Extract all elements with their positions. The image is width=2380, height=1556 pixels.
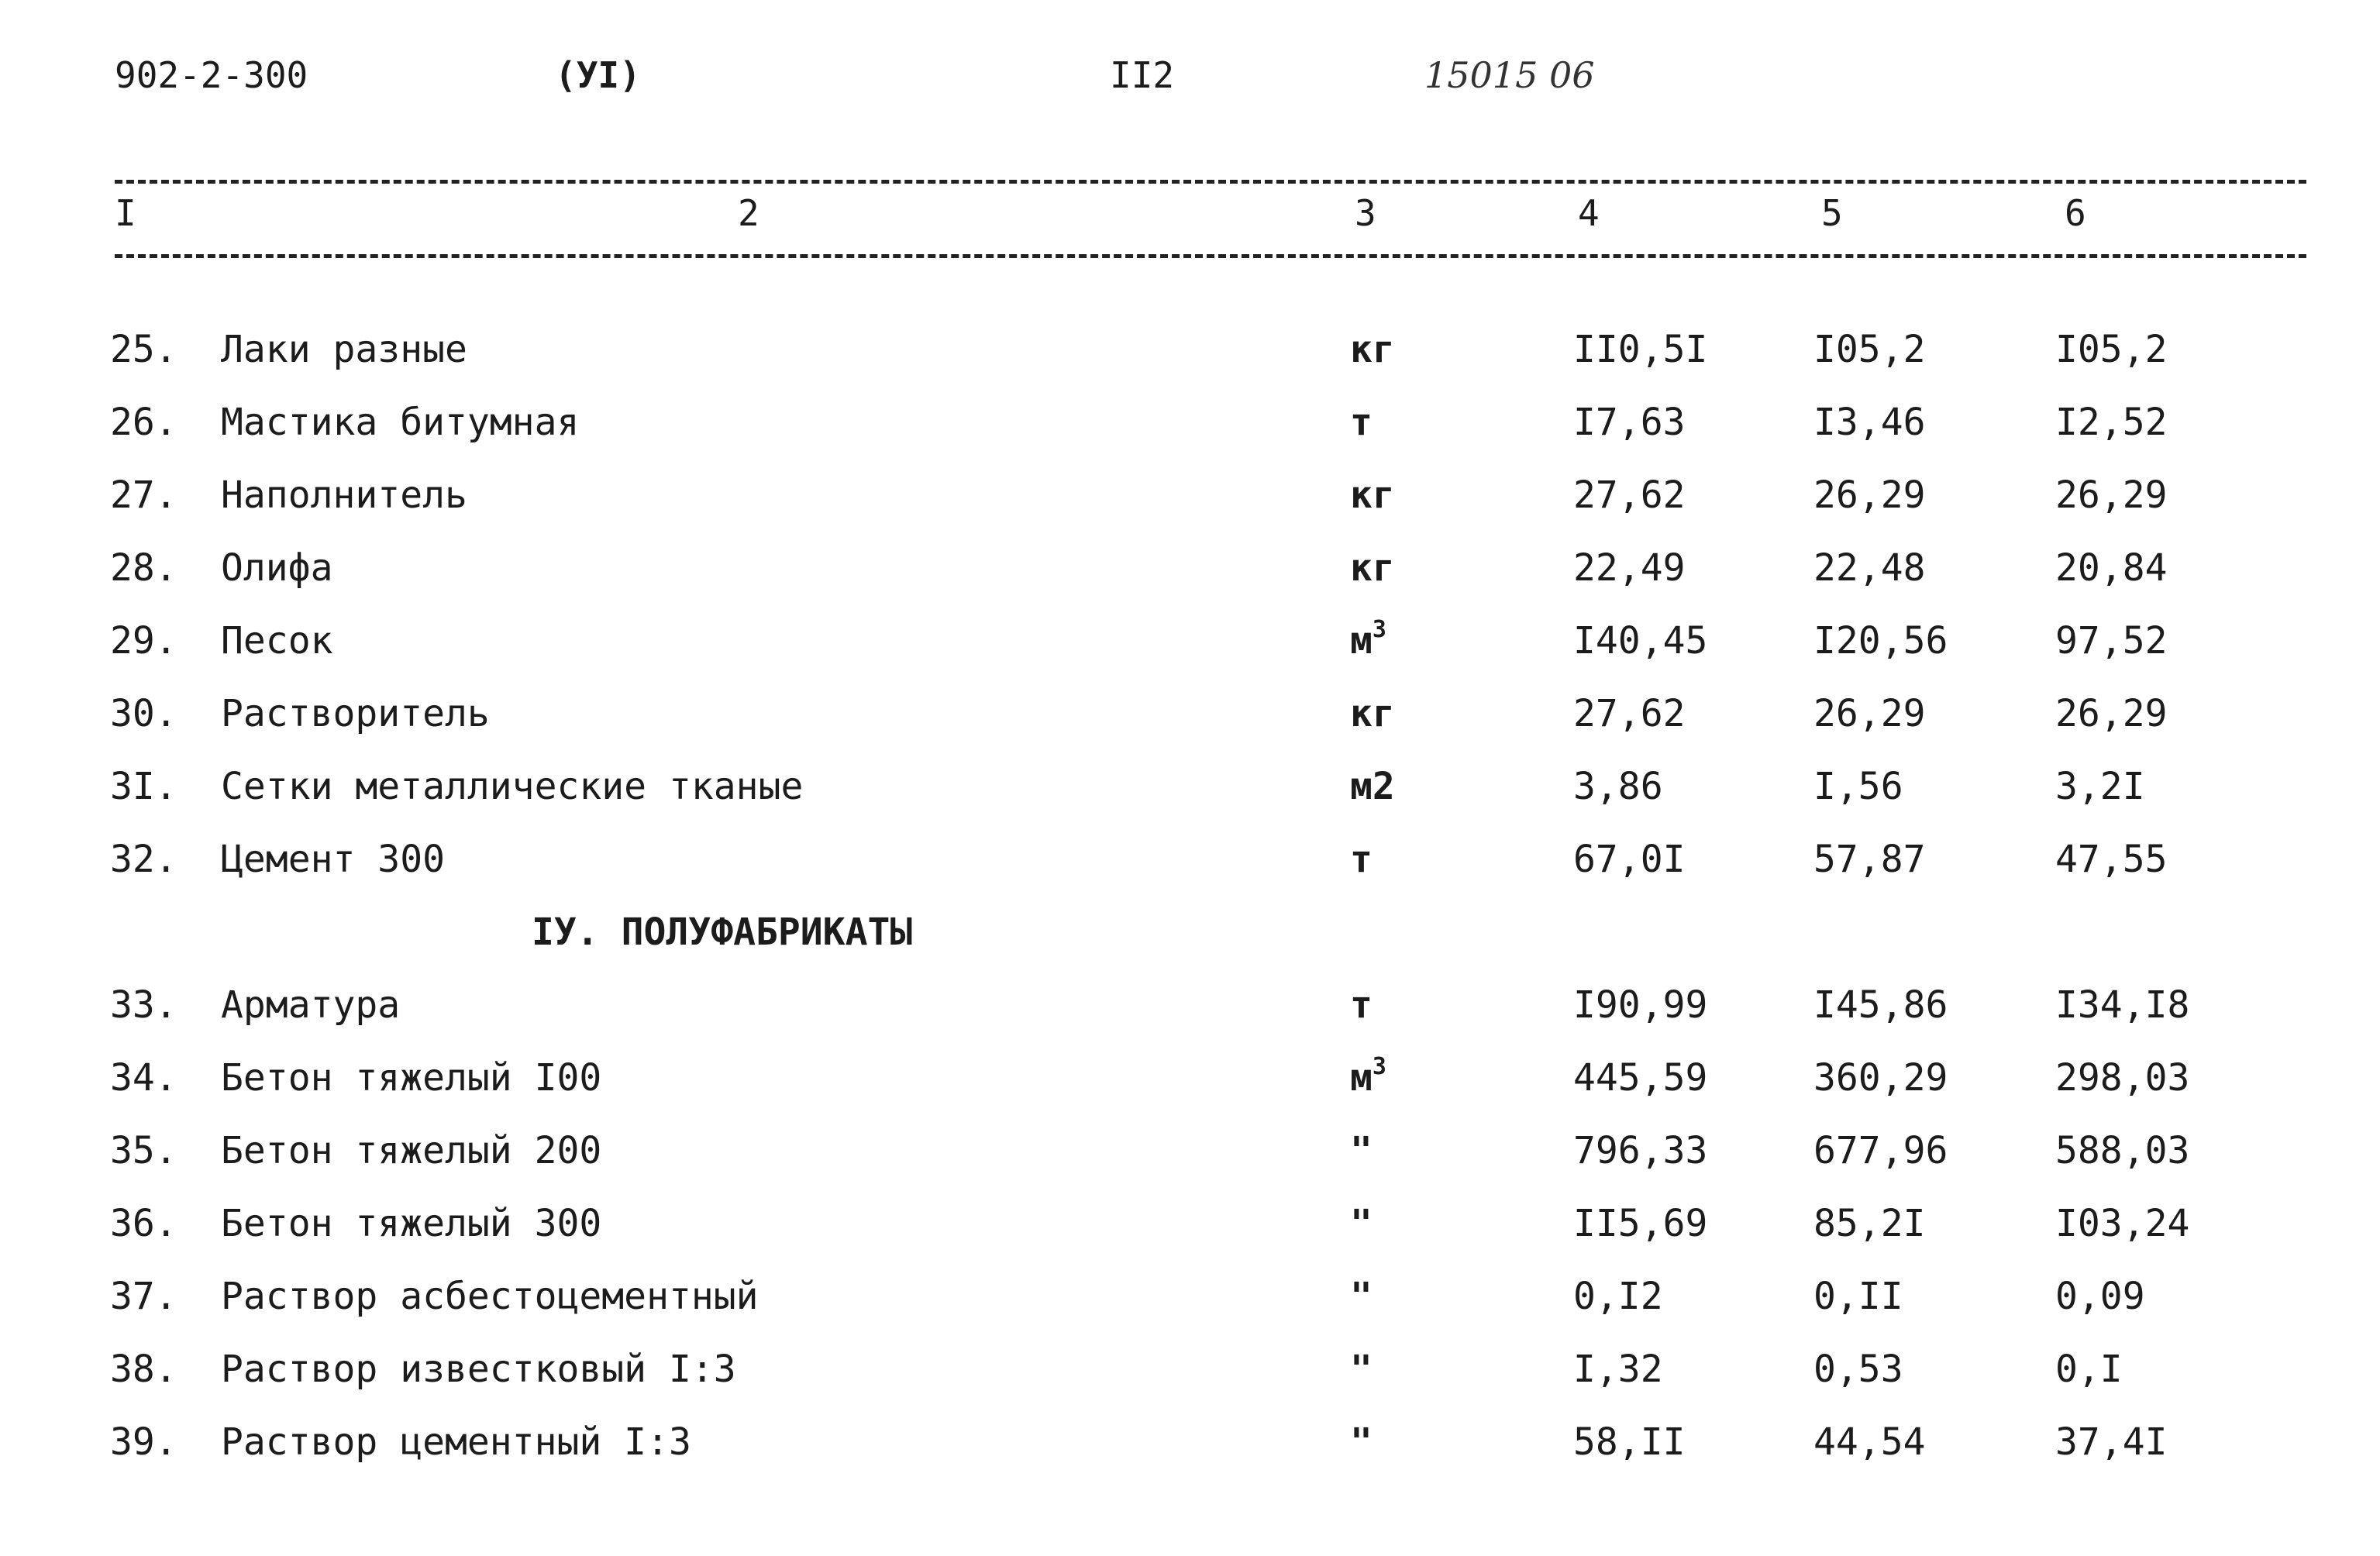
unit: т <box>1350 983 1373 1027</box>
value-col-5: 0,II <box>1813 1275 1903 1318</box>
section-heading: IУ. ПОЛУФАБРИКАТЫ <box>532 911 913 954</box>
row-number: 33. <box>110 983 177 1027</box>
value-col-4: I90,99 <box>1573 983 1708 1027</box>
material-name: Раствор известковый I:3 <box>221 1348 736 1391</box>
material-name: Бетон тяжелый 200 <box>221 1129 602 1172</box>
column-header-2: 2 <box>738 192 759 234</box>
row-number: 36. <box>110 1202 177 1245</box>
value-col-4: 27,62 <box>1573 473 1686 517</box>
material-name: Бетон тяжелый I00 <box>221 1056 602 1100</box>
value-col-6: I2,52 <box>2055 401 2168 444</box>
value-col-5: 57,87 <box>1813 838 1926 881</box>
value-col-6: 20,84 <box>2055 546 2168 590</box>
unit: кг <box>1350 692 1395 735</box>
unit: м2 <box>1350 765 1395 808</box>
row-number: 25. <box>110 328 177 371</box>
row-number: 35. <box>110 1129 177 1172</box>
value-col-4: 445,59 <box>1573 1056 1708 1100</box>
material-name: Мастика битумная <box>221 401 580 444</box>
value-col-6: 588,03 <box>2055 1129 2190 1172</box>
unit: кг <box>1350 328 1395 371</box>
value-col-4: I,32 <box>1573 1348 1663 1391</box>
material-name: Олифа <box>221 546 333 590</box>
unit: т <box>1350 838 1373 881</box>
row-number: 27. <box>110 473 177 517</box>
table-row <box>0 750 2380 823</box>
value-col-5: 44,54 <box>1813 1420 1926 1464</box>
unit: $м^3$ <box>1350 1053 1386 1100</box>
value-col-4: 22,49 <box>1573 546 1686 590</box>
value-col-6: 26,29 <box>2055 692 2168 735</box>
column-header-4: 4 <box>1578 192 1600 234</box>
value-col-5: 22,48 <box>1813 546 1926 590</box>
value-col-5: I05,2 <box>1813 328 1926 371</box>
row-number: 39. <box>110 1420 177 1464</box>
value-col-6: 0,I <box>2055 1348 2123 1391</box>
table-row <box>0 677 2380 750</box>
value-col-6: I34,I8 <box>2055 983 2190 1027</box>
value-col-6: I03,24 <box>2055 1202 2190 1245</box>
unit-exponent: 3 <box>1372 616 1386 643</box>
value-col-6: 97,52 <box>2055 619 2168 663</box>
unit: кг <box>1350 546 1395 590</box>
page-number: II2 <box>1110 54 1175 96</box>
value-col-6: I05,2 <box>2055 328 2168 371</box>
table-header-bottom-rule <box>115 254 2306 258</box>
section-code: (УI) <box>555 54 641 96</box>
table-row <box>0 1260 2380 1333</box>
table-row <box>0 604 2380 677</box>
row-number: 34. <box>110 1056 177 1100</box>
row-number: 38. <box>110 1348 177 1391</box>
document-code: 902-2-300 <box>115 54 308 96</box>
value-col-6: 298,03 <box>2055 1056 2190 1100</box>
table-row <box>0 459 2380 532</box>
unit: " <box>1350 1275 1373 1318</box>
material-name: Арматура <box>221 983 401 1027</box>
value-col-4: 3,86 <box>1573 765 1663 808</box>
row-number: 32. <box>110 838 177 881</box>
value-col-6: 47,55 <box>2055 838 2168 881</box>
table-row <box>0 1114 2380 1187</box>
value-col-4: 796,33 <box>1573 1129 1708 1172</box>
table-row <box>0 386 2380 459</box>
handwritten-number: 15015 06 <box>1424 54 1595 96</box>
value-col-4: 27,62 <box>1573 692 1686 735</box>
unit: " <box>1350 1202 1373 1245</box>
value-col-4: I7,63 <box>1573 401 1686 444</box>
row-number: 3I. <box>110 765 177 808</box>
value-col-5: 677,96 <box>1813 1129 1948 1172</box>
value-col-4: I40,45 <box>1573 619 1708 663</box>
column-header-1: I <box>115 192 136 234</box>
material-name: Раствор цементный I:3 <box>221 1420 691 1464</box>
unit: $м^3$ <box>1350 616 1386 663</box>
value-col-4: 67,0I <box>1573 838 1686 881</box>
value-col-6: 3,2I <box>2055 765 2145 808</box>
table-row <box>0 823 2380 896</box>
row-number: 37. <box>110 1275 177 1318</box>
value-col-5: 85,2I <box>1813 1202 1926 1245</box>
material-name: Лаки разные <box>221 328 467 371</box>
unit: т <box>1350 401 1373 444</box>
unit-exponent: 3 <box>1372 1053 1386 1080</box>
table-row <box>0 532 2380 604</box>
table-header-top-rule <box>115 180 2306 184</box>
value-col-5: I45,86 <box>1813 983 1948 1027</box>
material-name: Наполнитель <box>221 473 467 517</box>
material-name: Цемент 300 <box>221 838 445 881</box>
unit: " <box>1350 1420 1373 1464</box>
column-header-3: 3 <box>1355 192 1376 234</box>
row-number: 28. <box>110 546 177 590</box>
table-row <box>0 969 2380 1041</box>
value-col-5: I3,46 <box>1813 401 1926 444</box>
table-row <box>0 1041 2380 1114</box>
value-col-4: 0,I2 <box>1573 1275 1663 1318</box>
row-number: 26. <box>110 401 177 444</box>
table-row <box>0 1333 2380 1406</box>
value-col-5: 26,29 <box>1813 473 1926 517</box>
unit: " <box>1350 1129 1373 1172</box>
table-row <box>0 313 2380 386</box>
row-number: 30. <box>110 692 177 735</box>
row-number: 29. <box>110 619 177 663</box>
value-col-6: 26,29 <box>2055 473 2168 517</box>
material-name: Растворитель <box>221 692 490 735</box>
value-col-5: 0,53 <box>1813 1348 1903 1391</box>
column-header-5: 5 <box>1821 192 1843 234</box>
value-col-4: II5,69 <box>1573 1202 1708 1245</box>
column-header-6: 6 <box>2065 192 2086 234</box>
value-col-5: 360,29 <box>1813 1056 1948 1100</box>
value-col-4: II0,5I <box>1573 328 1708 371</box>
unit: кг <box>1350 473 1395 517</box>
material-name: Раствор асбестоцементный <box>221 1275 759 1318</box>
material-name: Песок <box>221 619 333 663</box>
value-col-5: I20,56 <box>1813 619 1948 663</box>
value-col-5: 26,29 <box>1813 692 1926 735</box>
table-row <box>0 1187 2380 1260</box>
table-row <box>0 1406 2380 1479</box>
value-col-4: 58,II <box>1573 1420 1686 1464</box>
material-name: Сетки металлические тканые <box>221 765 804 808</box>
material-name: Бетон тяжелый 300 <box>221 1202 602 1245</box>
unit: " <box>1350 1348 1373 1391</box>
value-col-5: I,56 <box>1813 765 1903 808</box>
value-col-6: 37,4I <box>2055 1420 2168 1464</box>
value-col-6: 0,09 <box>2055 1275 2145 1318</box>
